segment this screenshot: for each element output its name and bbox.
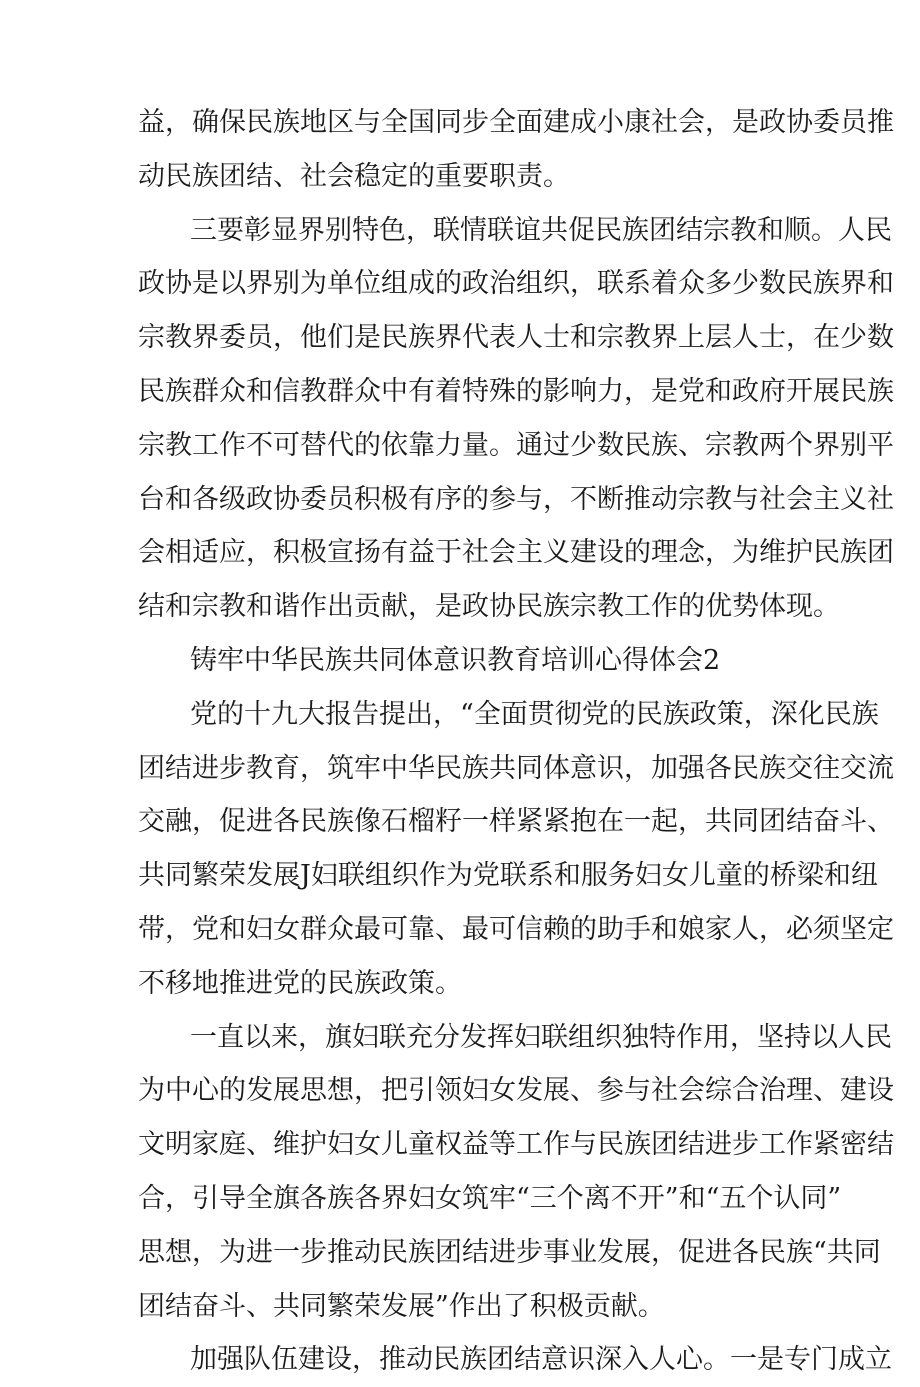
- text-line: 一直以来，旗妇联充分发挥妇联组织独特作用，坚持以人民: [190, 1021, 892, 1053]
- paragraph-team: [138, 1333, 892, 1387]
- text-line: 合，引导全旗各族各界妇女筑牢“三个离不开”和“五个认同”: [138, 1182, 842, 1214]
- document-body: [138, 96, 894, 1387]
- text-line: 益，确保民族地区与全国同步全面建成小康社会，是政协委员推: [138, 107, 894, 138]
- text-line: 不移地推进党的民族政策。: [138, 967, 462, 999]
- text-line: 共同繁荣发展J妇联组织作为党联系和服务妇女儿童的桥梁和纽: [138, 860, 878, 892]
- paragraph-third-point: [138, 204, 894, 634]
- paragraph-report: [138, 688, 894, 1011]
- text-line: 结和宗教和谐作出贡献，是政协民族宗教工作的优势体现。: [138, 591, 840, 623]
- text-line: 台和各级政协委员积极有序的参与，不断推动宗教与社会主义社: [138, 483, 894, 515]
- text-line: 带，党和妇女群众最可靠、最可信赖的助手和娘家人，必须坚定: [138, 913, 894, 945]
- text-line: 民族群众和信教群众中有着特殊的影响力，是党和政府开展民族: [138, 375, 894, 407]
- text-line: 政协是以界别为单位组成的政治组织，联系着众多少数民族界和: [138, 268, 894, 300]
- text-line: 为中心的发展思想，把引领妇女发展、参与社会综合治理、建设: [138, 1075, 894, 1107]
- text-line: 会相适应，积极宣扬有益于社会主义建设的理念，为维护民族团: [138, 537, 894, 569]
- section-heading: [138, 634, 798, 688]
- paragraph-federation: [138, 1011, 894, 1334]
- text-line: 团结奋斗、共同繁荣发展”作出了积极贡献。: [138, 1290, 665, 1322]
- text-line: 思想，为进一步推动民族团结进步事业发展，促进各民族“共同: [138, 1236, 881, 1268]
- heading-text: 铸牢中华民族共同体意识教育培训心得体会2: [190, 644, 721, 676]
- text-line: 宗教界委员，他们是民族界代表人士和宗教界上层人士，在少数: [138, 322, 894, 354]
- text-line: 交融，促进各民族像石榴籽一样紧紧抱在一起，共同团结奋斗、: [138, 806, 894, 838]
- paragraph-continuation: [138, 96, 894, 204]
- text-line: 党的十九大报告提出，“全面贯彻党的民族政策，深化民族: [190, 698, 879, 730]
- text-line: 加强队伍建设，推动民族团结意识深入人心。一是专门成立: [190, 1344, 892, 1376]
- text-line: 三要彰显界别特色，联情联谊共促民族团结宗教和顺。人民: [190, 214, 892, 246]
- text-line: 文明家庭、维护妇女儿童权益等工作与民族团结进步工作紧密结: [138, 1129, 894, 1161]
- text-line: 宗教工作不可替代的依靠力量。通过少数民族、宗教两个界别平: [138, 429, 894, 461]
- text-line: 团结进步教育，筑牢中华民族共同体意识，加强各民族交往交流: [138, 752, 894, 784]
- text-line: 动民族团结、社会稳定的重要职责。: [138, 160, 570, 192]
